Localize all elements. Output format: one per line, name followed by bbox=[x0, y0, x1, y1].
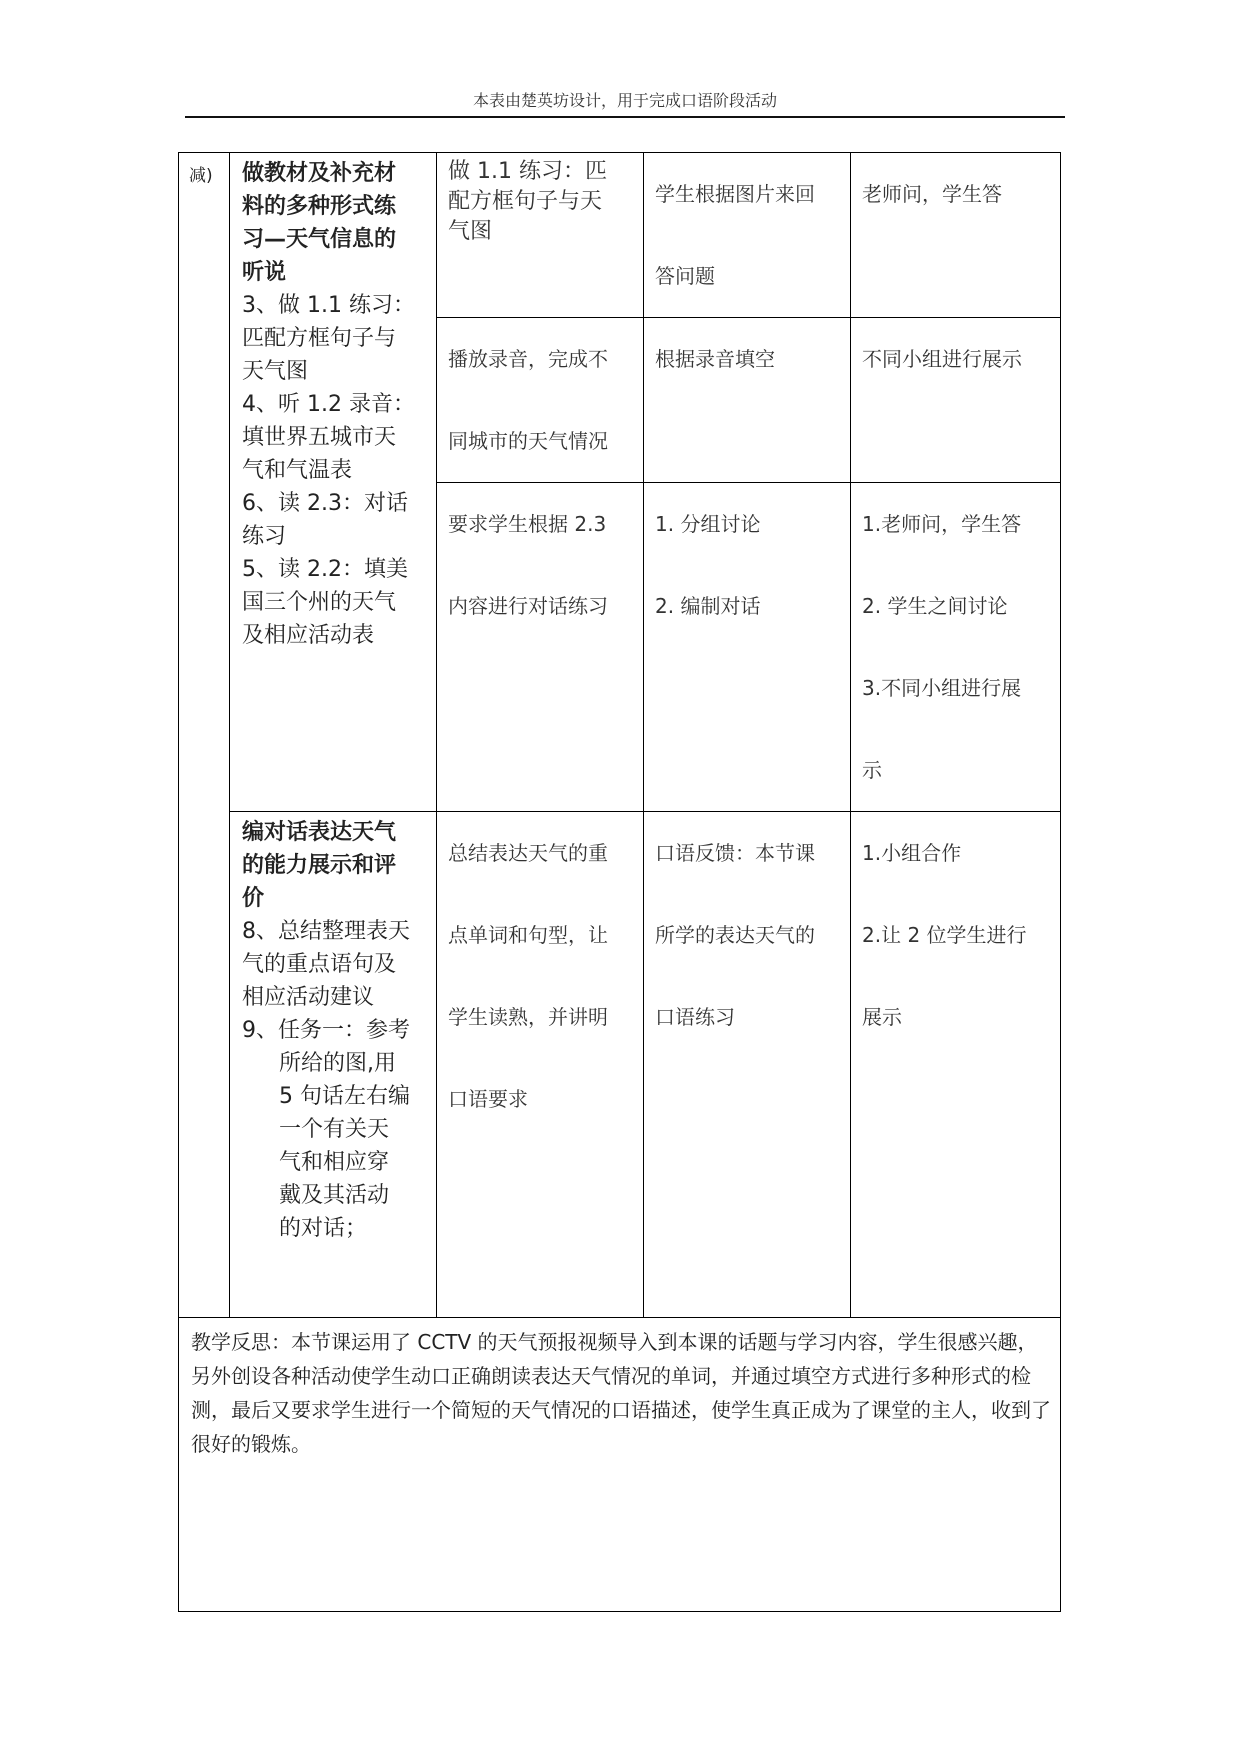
cell-line: 老师问，学生答 bbox=[862, 182, 1002, 206]
interaction-cell bbox=[851, 812, 1061, 1318]
title-line: 编对话表达天气 bbox=[242, 820, 397, 845]
header-rule bbox=[185, 116, 1065, 118]
table-row bbox=[179, 812, 1061, 1318]
section2-content-cell bbox=[230, 812, 437, 1318]
teaching-reflection: 教学反思：本节课运用了 CCTV 的天气预报视频导入到本课的话题与学习内容，学生很感兴趣，另外创设各种活动使学生动口正确朗读表达天气情况的单词，并通过填空方式进行多种形式的检测，最后又要求学生进行一个简短的天气情况的口语描述，使学生真正成为了课堂的主人，收到了很好的锻炼。 bbox=[179, 1318, 1061, 1612]
list-item: 的对话； bbox=[279, 1216, 368, 1241]
list-item: 天气图 bbox=[242, 359, 309, 384]
student-activity-cell bbox=[644, 483, 851, 812]
cell-line: 内容进行对话练习 bbox=[448, 594, 608, 618]
student-activity-cell bbox=[644, 812, 851, 1318]
list-item: 及相应活动表 bbox=[242, 623, 375, 648]
cell-line: 要求学生根据 2.3 bbox=[448, 512, 607, 536]
teacher-activity-cell bbox=[437, 318, 644, 483]
list-item: 国三个州的天气 bbox=[242, 590, 397, 615]
title-line: 的能力展示和评 bbox=[242, 853, 397, 878]
cell-line: 2. 编制对话 bbox=[655, 594, 761, 618]
list-item: 9、任务一：参考 bbox=[242, 1018, 410, 1043]
list-item: 气的重点语句及 bbox=[242, 952, 397, 977]
section1-content-cell bbox=[230, 153, 437, 812]
stage-label: 减) bbox=[189, 166, 213, 186]
cell-line: 点单词和句型，让 bbox=[448, 923, 608, 947]
lesson-plan-table bbox=[178, 152, 1061, 1612]
interaction-cell bbox=[851, 318, 1061, 483]
list-item: 3、做 1.1 练习： bbox=[242, 293, 415, 318]
cell-line: 配方框句子与天 bbox=[448, 189, 603, 214]
list-item: 6、读 2.3：对话 bbox=[242, 491, 408, 516]
cell-line: 答问题 bbox=[655, 264, 715, 288]
teacher-activity-cell bbox=[437, 153, 644, 318]
student-activity-cell bbox=[644, 318, 851, 483]
table-row bbox=[179, 153, 1061, 318]
section1-items bbox=[242, 289, 426, 652]
cell-line: 示 bbox=[862, 758, 882, 782]
cell-line: 播放录音，完成不 bbox=[448, 347, 608, 371]
cell-line: 学生根据图片来回 bbox=[655, 182, 815, 206]
section2-title bbox=[242, 816, 426, 915]
title-line: 价 bbox=[242, 886, 265, 911]
list-item: 所给的图,用 bbox=[279, 1051, 396, 1076]
title-line: 做教材及补充材 bbox=[242, 161, 397, 186]
cell-line: 学生读熟，并讲明 bbox=[448, 1005, 608, 1029]
cell-line: 1. 分组讨论 bbox=[655, 512, 761, 536]
cell-line: 不同小组进行展示 bbox=[862, 347, 1022, 371]
table-row bbox=[179, 1318, 1061, 1612]
list-item: 匹配方框句子与 bbox=[242, 326, 397, 351]
list-item: 气和相应穿 bbox=[279, 1150, 390, 1175]
cell-line: 所学的表达天气的 bbox=[655, 923, 815, 947]
teacher-activity-cell bbox=[437, 812, 644, 1318]
list-item: 4、听 1.2 录音： bbox=[242, 392, 415, 417]
section2-items bbox=[242, 915, 426, 1245]
list-item: 气和气温表 bbox=[242, 458, 353, 483]
list-item: 5、读 2.2：填美 bbox=[242, 557, 408, 582]
student-activity-cell bbox=[644, 153, 851, 318]
interaction-cell bbox=[851, 483, 1061, 812]
cell-line: 2. 学生之间讨论 bbox=[862, 594, 1008, 618]
list-item: 一个有关天 bbox=[279, 1117, 390, 1142]
cell-line: 1.小组合作 bbox=[862, 841, 962, 865]
list-item: 5 句话左右编 bbox=[279, 1084, 410, 1109]
list-item: 相应活动建议 bbox=[242, 985, 375, 1010]
cell-line: 根据录音填空 bbox=[655, 347, 775, 371]
page-header: 本表由楚英坊设计，用于完成口语阶段活动 bbox=[472, 91, 777, 110]
cell-line: 3.不同小组进行展 bbox=[862, 676, 1022, 700]
cell-line: 2.让 2 位学生进行 bbox=[862, 923, 1027, 947]
section1-title bbox=[242, 157, 426, 289]
interaction-cell bbox=[851, 153, 1061, 318]
list-item: 8、总结整理表天 bbox=[242, 919, 410, 944]
cell-line: 气图 bbox=[448, 219, 493, 244]
cell-line: 口语练习 bbox=[655, 1005, 735, 1029]
cell-line: 1.老师问，学生答 bbox=[862, 512, 1022, 536]
cell-line: 同城市的天气情况 bbox=[448, 429, 608, 453]
list-item: 练习 bbox=[242, 524, 287, 549]
title-line: 听说 bbox=[242, 260, 287, 285]
title-line: 习—天气信息的 bbox=[242, 227, 397, 252]
cell-line: 口语反馈：本节课 bbox=[655, 841, 815, 865]
cell-line: 展示 bbox=[862, 1005, 902, 1029]
list-item: 戴及其活动 bbox=[279, 1183, 390, 1208]
cell-line: 总结表达天气的重 bbox=[448, 841, 608, 865]
cell-line: 口语要求 bbox=[448, 1087, 528, 1111]
title-line: 料的多种形式练 bbox=[242, 194, 397, 219]
teacher-activity-cell bbox=[437, 483, 644, 812]
cell-line: 做 1.1 练习：匹 bbox=[448, 159, 607, 184]
list-item: 填世界五城市天 bbox=[242, 425, 397, 450]
stage-cell bbox=[179, 153, 230, 1318]
